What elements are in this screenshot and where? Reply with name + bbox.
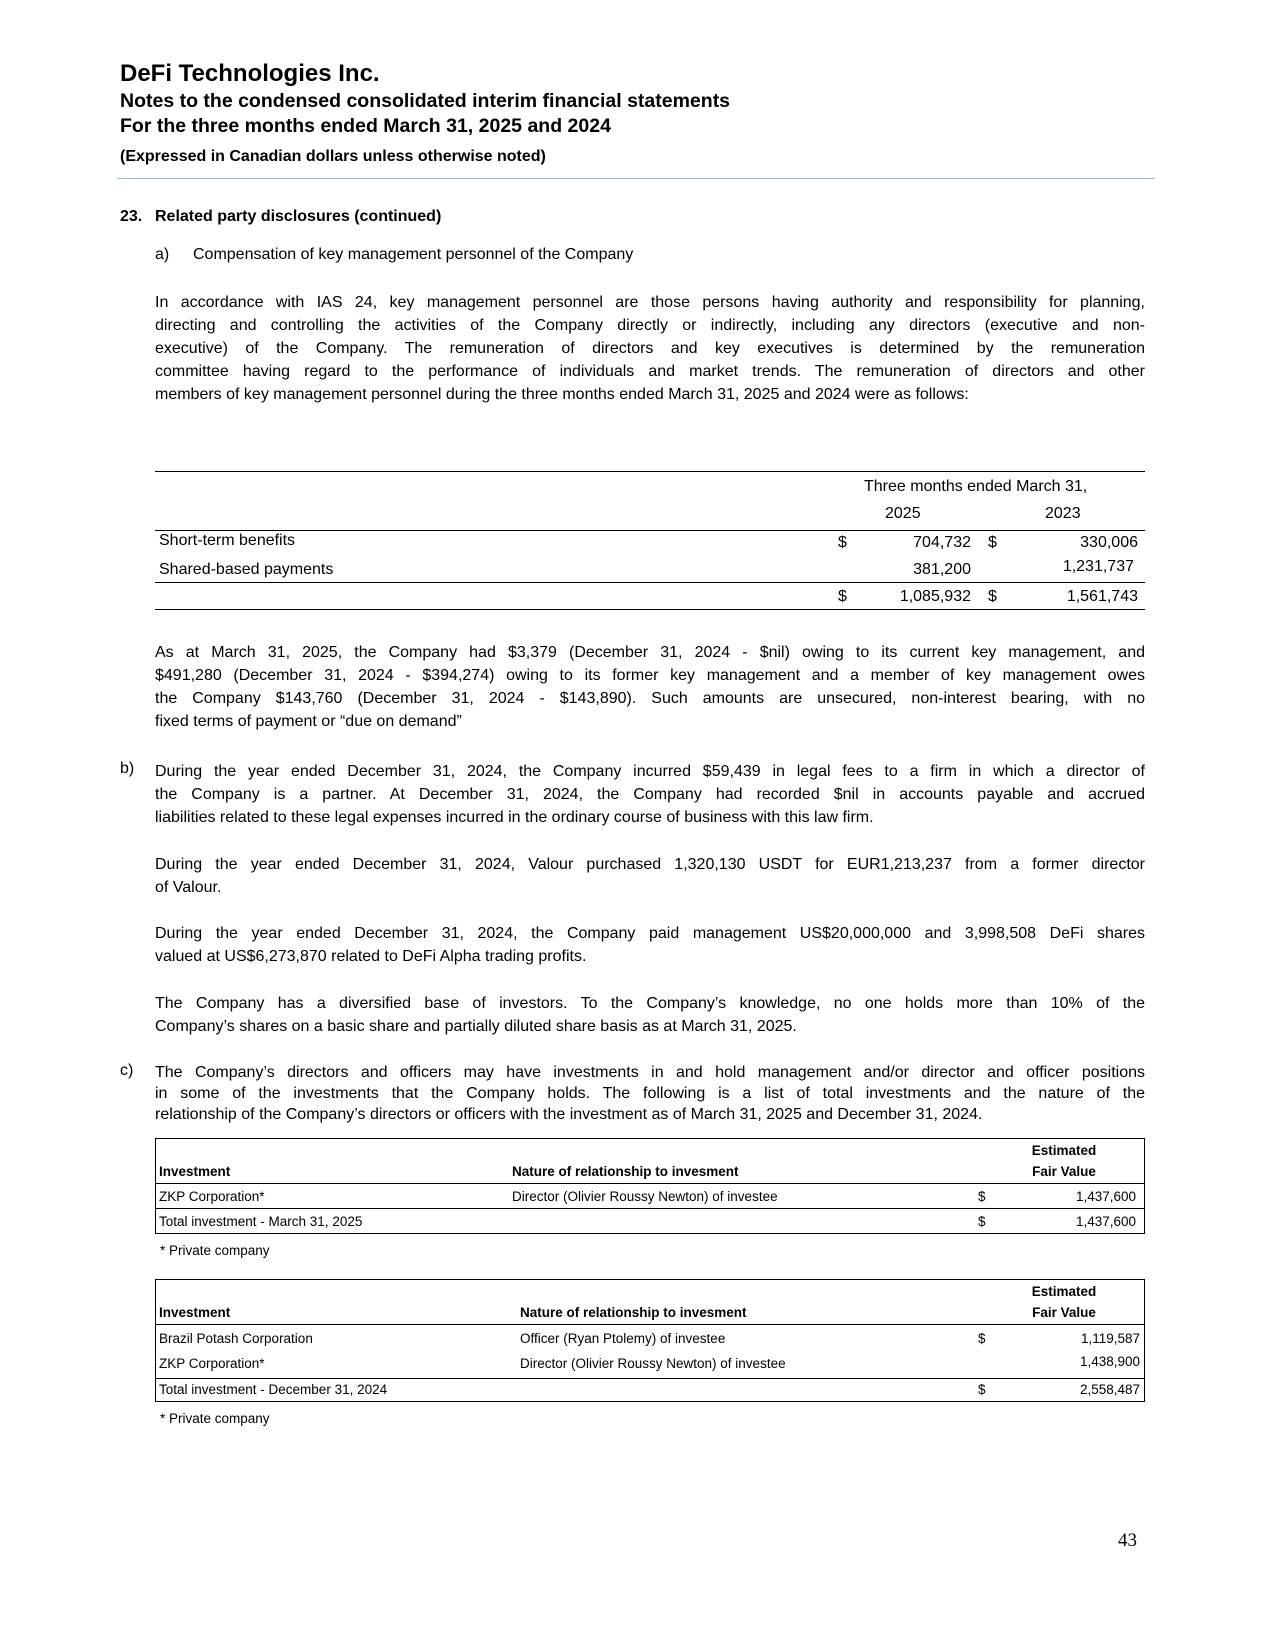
total-fair-value: 1,437,600	[1075, 1214, 1136, 1229]
nature-header: Nature of relationship to invesment	[520, 1305, 747, 1320]
investment-header: Investment	[159, 1164, 231, 1179]
paragraph-line: the Company $143,760 (December 31, 2024 - $143,890). Such amounts are unsecured, non-interest bearing, with no	[155, 690, 1145, 707]
estimated-header: Estimated	[1031, 1284, 1097, 1299]
header-divider	[117, 178, 1155, 179]
paragraph-line: of Valour.	[155, 879, 222, 896]
paragraph-line: As at March 31, 2025, the Company had $3,379 (December 31, 2024 - $nil) owing to its current key management, and	[155, 644, 1145, 661]
part-b-marker: b)	[120, 760, 135, 777]
paragraph-line: fixed terms of payment or “due on demand”	[155, 713, 462, 730]
period-header: Three months ended March 31,	[864, 478, 1088, 495]
paragraph-line: During the year ended December 31, 2024, Valour purchased 1,320,130 USDT for EUR1,213,237 from a former director	[155, 856, 1145, 873]
header-rule	[155, 530, 1145, 531]
value-cell: 1,231,737	[1062, 558, 1134, 575]
total-rule	[155, 1378, 1145, 1379]
relationship-nature: Director (Olivier Roussy Newton) of investee	[520, 1356, 786, 1371]
investment-name: ZKP Corporation*	[159, 1356, 265, 1371]
paragraph-line: committee having regard to the performance of individuals and market trends. The remuneration of directors and other	[155, 363, 1145, 380]
paragraph-line: valued at US$6,273,870 related to DeFi Alpha trading profits.	[155, 948, 587, 965]
part-a-title: Compensation of key management personnel of the Company	[193, 246, 634, 263]
page-number: 43	[1118, 1530, 1137, 1551]
amounts-owing-paragraph	[155, 641, 1145, 733]
table-bottom-rule	[155, 609, 1145, 610]
currency-symbol: $	[978, 1331, 986, 1346]
paragraph-line: members of key management personnel during the three months ended March 31, 2025 and 2024 were as follows:	[155, 386, 969, 403]
row-label: Shared-based payments	[159, 561, 334, 578]
total-value: 1,085,932	[899, 588, 971, 605]
fair-value-header: Fair Value	[1032, 1164, 1096, 1179]
investment-name: ZKP Corporation*	[159, 1189, 265, 1204]
paragraph-line: the Company is a partner. At December 31, 2024, the Company had recorded $nil in accounts payable and accrued	[155, 786, 1145, 803]
currency-note: (Expressed in Canadian dollars unless otherwise noted)	[120, 148, 546, 165]
footnote: * Private company	[160, 1243, 270, 1258]
total-rule	[155, 1208, 1145, 1209]
paragraph-line: The Company has a diversified base of investors. To the Company’s knowledge, no one holds more than 10% of the	[155, 995, 1145, 1012]
investment-name: Brazil Potash Corporation	[159, 1331, 313, 1346]
currency-symbol: $	[978, 1382, 986, 1397]
paragraph-line: liabilities related to these legal expenses incurred in the ordinary course of business with this law firm.	[155, 809, 874, 826]
investment-header: Investment	[159, 1305, 231, 1320]
currency-symbol: $	[988, 534, 997, 551]
director-investments-paragraph	[155, 1062, 1145, 1125]
legal-fees-paragraph	[155, 760, 1145, 829]
management-payment-paragraph	[155, 922, 1145, 968]
total-label: Total investment - December 31, 2024	[159, 1382, 388, 1397]
currency-symbol: $	[838, 588, 847, 605]
currency-symbol: $	[978, 1214, 986, 1229]
footnote: * Private company	[160, 1411, 270, 1426]
relationship-nature: Officer (Ryan Ptolemy) of investee	[520, 1331, 726, 1346]
row-label: Short-term benefits	[159, 532, 296, 549]
paragraph-line: directing and controlling the activities of the Company directly or indirectly, including any directors (executive and non-	[155, 317, 1145, 334]
table-top-rule	[155, 471, 1145, 472]
fair-value-header: Fair Value	[1032, 1305, 1096, 1320]
fair-value: 1,438,900	[1079, 1354, 1140, 1369]
header-rule	[155, 1183, 1145, 1184]
statement-period: For the three months ended March 31, 2025 and 2024	[120, 115, 611, 137]
paragraph-line: During the year ended December 31, 2024, the Company paid management US$20,000,000 and 3,998,508 DeFi shares	[155, 925, 1145, 942]
paragraph-line: relationship of the Company’s directors or officers with the investment as of March 31, 2025 and December 31, 2024.	[155, 1106, 983, 1123]
column-header-2023: 2023	[1045, 505, 1081, 522]
relationship-nature: Director (Olivier Roussy Newton) of investee	[512, 1189, 778, 1204]
value-cell: 381,200	[913, 561, 971, 578]
header-rule	[155, 1324, 1145, 1325]
nature-header: Nature of relationship to invesment	[512, 1164, 739, 1179]
value-cell: 330,006	[1080, 534, 1138, 551]
section-title: Related party disclosures (continued)	[155, 208, 442, 225]
investor-base-paragraph	[155, 992, 1145, 1038]
value-cell: 704,732	[913, 534, 971, 551]
paragraph-line: $491,280 (December 31, 2024 - $394,274) owing to its former key management and a member of key management owes	[155, 667, 1145, 684]
section-number: 23.	[120, 208, 143, 225]
paragraph-line: Company’s shares on a basic share and partially diluted share basis as at March 31, 2025.	[155, 1018, 797, 1035]
subtotal-rule	[155, 582, 1145, 583]
currency-symbol: $	[988, 588, 997, 605]
column-header-2025: 2025	[885, 505, 921, 522]
fair-value: 1,437,600	[1075, 1189, 1136, 1204]
key-management-intro	[155, 291, 1145, 406]
estimated-header: Estimated	[1031, 1143, 1097, 1158]
paragraph-line: executive) of the Company. The remuneration of directors and key executives is determined by the remuneration	[155, 340, 1145, 357]
paragraph-line: During the year ended December 31, 2024, the Company incurred $59,439 in legal fees to a firm in which a director of	[155, 763, 1145, 780]
valour-purchase-paragraph	[155, 853, 1145, 899]
paragraph-line: in some of the investments that the Company holds. The following is a list of total investments and the nature of the	[155, 1085, 1145, 1102]
currency-symbol: $	[978, 1189, 986, 1204]
total-fair-value: 2,558,487	[1079, 1382, 1140, 1397]
total-label: Total investment - March 31, 2025	[159, 1214, 363, 1229]
statement-title: Notes to the condensed consolidated interim financial statements	[120, 90, 731, 112]
currency-symbol: $	[838, 534, 847, 551]
paragraph-line: In accordance with IAS 24, key management personnel are those persons having authority and responsibility for planning,	[155, 294, 1145, 311]
fair-value: 1,119,587	[1080, 1331, 1140, 1346]
part-a-marker: a)	[155, 246, 170, 263]
company-name: DeFi Technologies Inc.	[120, 60, 380, 87]
total-value: 1,561,743	[1066, 588, 1138, 605]
part-c-marker: c)	[120, 1062, 134, 1079]
paragraph-line: The Company’s directors and officers may have investments in and hold management and/or director and officer positions	[155, 1064, 1145, 1081]
